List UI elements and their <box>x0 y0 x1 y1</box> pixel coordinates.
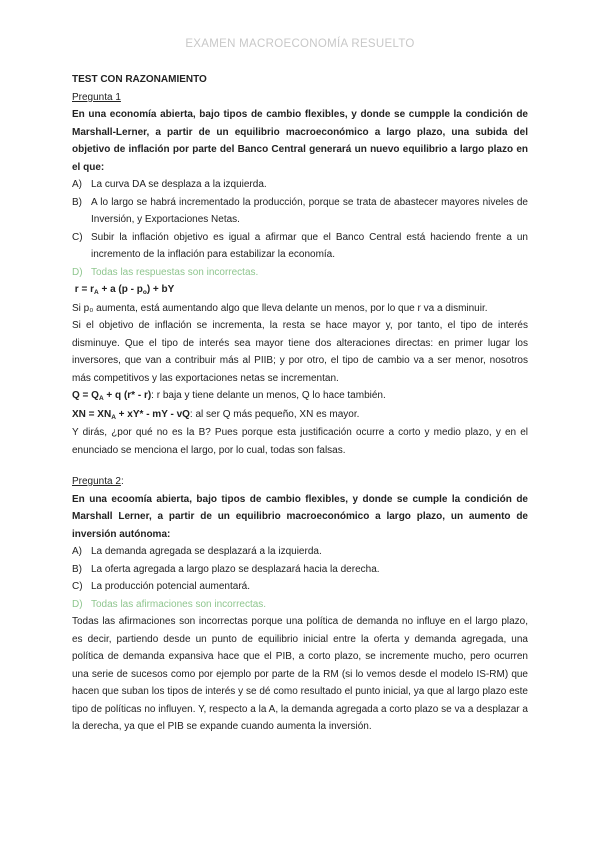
q1-formula-exchange: $Q = Q_A + q$ (r* - r): r baja y tiene delante un menos, Q lo hace también. <box>72 390 386 402</box>
q1-option-b: B) A lo largo se habrá incrementado la producción, porque se trata de abastecer mayores niveles de Inversión, y Exportaciones Netas. <box>72 196 528 225</box>
q2-option-c: C) La producción potencial aumentará. <box>72 581 250 592</box>
q2-explanation: Todas las afirmaciones son incorrectas porque una política de demanda no influye en el largo plazo, es decir, partiendo desde un punto de equilibrio inicial entre la oferta y demanda agregada, una política de demanda expansiva hace que el PIB, a corto plazo, se incremente mucho, pero ocurren una serie de sucesos como por ejemplo por parte de la RM (si lo vemos desde el modelo IS-RM) que hacen que suban los tipos de interés y se dé como resultado el punto inicial, ya que al largo plazo este tipo de políticas no influyen. Y, respecto a la A, la demanda agregada a corto plazo se va a desplazar a la derecha, ya que el PIB se expande cuando aumenta la inversión. <box>72 616 528 732</box>
q1-explanation-2: Si el objetivo de inflación se incrementa, la resta se hace mayor y, por tanto, el tipo de interés disminuye. Que el tipo de interés sea mayor tiene dos alteraciones directas: en primer lugar los inversores, que van a contribuir más al PIIB; y por otro, el tipo de cambio va a ser menor, nosotros más competitivos y las exportaciones netas se incrementan. <box>72 320 528 384</box>
q1-formula-net-exports: XN = $XN_A + xY*$ - mY - vQ: al ser Q más pequeño, XN es mayor. <box>72 408 360 421</box>
q1-formula-interest: $r = r_A + a$ $(p - p_o)$ + bY <box>74 284 175 296</box>
question-2-title: Pregunta 2: <box>72 476 124 487</box>
q1-explanation-3: Y dirás, ¿por qué no es la B? Pues porque esta justificación ocurre a corto y medio plazo, y en el enunciado se menciona el largo, por lo cual, todas son falsas. <box>72 427 528 456</box>
q1-option-a: A) La curva DA se desplaza a la izquierda. <box>72 179 267 190</box>
page-header: EXAMEN MACROECONOMÍA RESUELTO <box>185 38 415 50</box>
question-1-options <box>72 176 528 281</box>
q2-option-b: B) La oferta agregada a largo plazo se desplazará hacia la derecha. <box>72 563 380 575</box>
section-title: TEST CON RAZONAMIENTO <box>72 74 207 85</box>
document-body <box>72 71 528 736</box>
question-1-statement: En una economía abierta, bajo tipos de cambio flexibles, y donde se cumpple la condición de Marshall-Lerner, a partir de un equilibrio macroeconómico a largo plazo, una subida del objetivo de inflación por parte del Banco Central generará un nuevo equilibrio a largo plazo en el que: <box>72 109 528 173</box>
q2-option-a: A) La demanda agregada se desplazará a la izquierda. <box>72 546 322 557</box>
q2-option-d-correct: D) Todas las afirmaciones son incorrectas. <box>72 598 267 610</box>
q1-explanation-1: Si p₀ aumenta, está aumentando algo que lleva delante un menos, por lo que r va a disminuir. <box>72 302 488 314</box>
question-2-options <box>72 543 528 613</box>
question-1-title: Pregunta 1 <box>72 91 121 103</box>
q1-option-c: C) Subir la inflación objetivo es igual a afirmar que el Banco Central está haciendo frente a un incremento de la inflación para estabilizar la economía. <box>72 231 528 260</box>
q1-option-d-correct: D) Todas las respuestas son incorrectas. <box>72 266 259 278</box>
question-2-statement: En una ecoomía abierta, bajo tipos de cambio flexibles, y donde se cumple la condición de Marshall Lerner, a partir de un equilibrio macroeconómico a largo plazo, un aumento de inversión autónoma: <box>72 493 528 540</box>
